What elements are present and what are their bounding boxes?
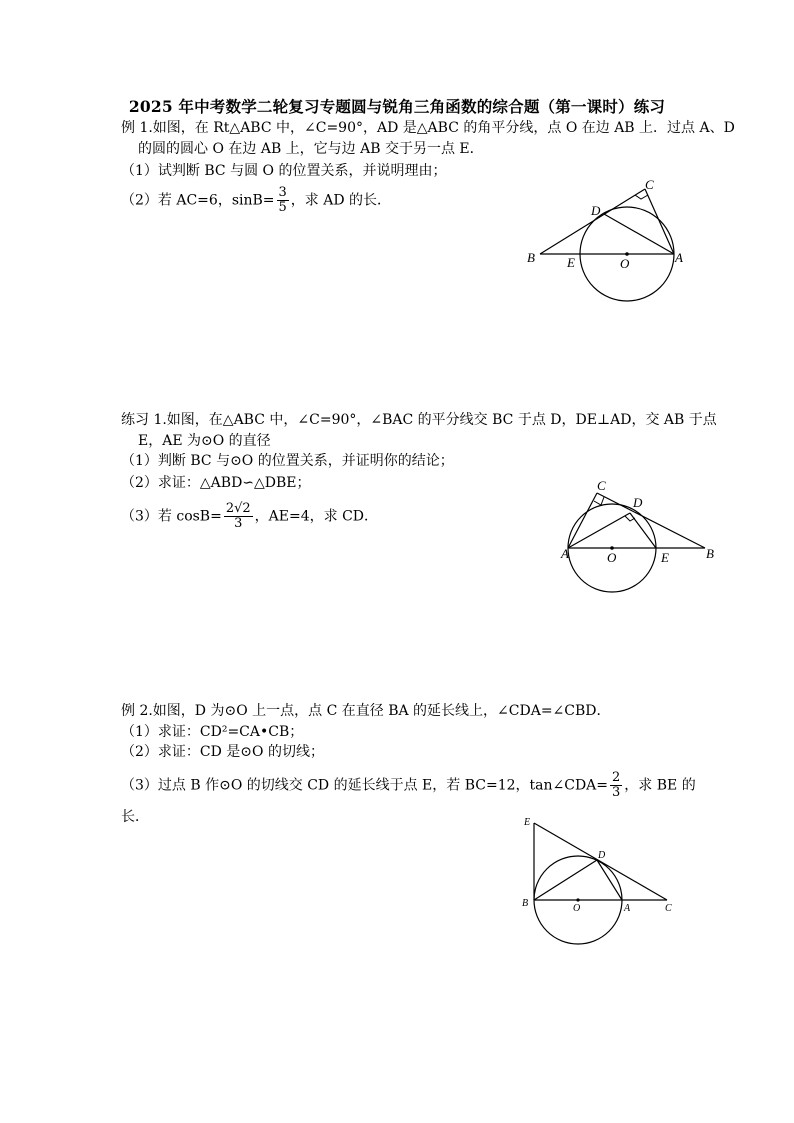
example2-question1: （1）求证：CD²=CA•CB；: [121, 724, 304, 740]
label-d: D: [633, 495, 643, 510]
label-d: D: [591, 203, 601, 218]
label-a: A: [675, 250, 683, 265]
label-e: E: [567, 255, 575, 270]
fraction-denominator: 5: [278, 200, 287, 215]
label-b: B: [527, 250, 535, 265]
example1-q2-text: （2）若 AC=6，sinB=: [121, 192, 275, 209]
center-dot: [576, 898, 579, 901]
segment-ca: [645, 189, 674, 254]
label-e: E: [661, 550, 669, 565]
example2-question3: [121, 771, 696, 800]
practice1-question1: （1）判断 BC 与⊙O 的位置关系，并证明你的结论；: [121, 453, 454, 469]
label-b: B: [522, 898, 529, 909]
fraction-denominator: 3: [234, 516, 243, 531]
label-c: C: [645, 177, 654, 192]
segment-bc: [540, 189, 645, 254]
fraction: [277, 186, 289, 215]
example2-line1: 例 2.如图，D 为⊙O 上一点，点 C 在直径 BA 的延长线上，∠CDA=∠CBD．: [121, 703, 611, 719]
fraction-numerator: 3: [278, 185, 287, 200]
fraction-numerator: 2: [612, 770, 621, 785]
page-title: 2025 年中考数学二轮复习专题圆与锐角三角函数的综合题（第一课时）练习: [128, 97, 666, 116]
segment-ec: [534, 823, 667, 900]
practice1-q3-text: （3）若 cosB=: [121, 508, 222, 525]
example1-q2-text-end: ，求 AD 的长．: [290, 192, 392, 209]
example1-line1: 例 1.如图，在 Rt△ABC 中，∠C=90°，AD 是△ABC 的角平分线，点 O 在边 AB 上．过点 A、D: [121, 120, 735, 136]
label-e: E: [524, 817, 531, 828]
label-c: C: [597, 478, 606, 493]
right-angle-mark-c: [594, 497, 604, 505]
label-a: A: [561, 546, 569, 561]
fraction-denominator: 3: [612, 785, 621, 800]
practice1-figure: [560, 478, 720, 594]
practice1-question3: [121, 502, 378, 531]
example2-q3-text: （3）过点 B 作⊙O 的切线交 CD 的延长线于点 E，若 BC=12，tan∠CDA=: [121, 777, 609, 794]
segment-da: [597, 860, 622, 900]
label-c: C: [665, 903, 672, 914]
fraction-numerator: 2√2: [225, 501, 251, 516]
example2-question2: （2）求证：CD 是⊙O 的切线；: [121, 744, 324, 760]
example1-line2: 的圆的圆心 O 在边 AB 上，它与边 AB 交于另一点 E．: [138, 141, 484, 157]
segment-bd: [534, 860, 597, 900]
right-angle-mark: [635, 195, 648, 199]
practice1-q3-text-end: ，AE=4，求 CD．: [254, 508, 379, 525]
label-o: O: [607, 550, 617, 565]
example2-question3-end: 长．: [121, 809, 149, 825]
label-a: A: [624, 903, 631, 914]
example1-question2: [121, 186, 391, 215]
practice1-line1: 练习 1.如图，在△ABC 中，∠C=90°，∠BAC 的平分线交 BC 于点 D，DE⊥AD，交 AB 于点: [121, 412, 717, 428]
label-d: D: [598, 850, 606, 861]
fraction: [224, 502, 253, 531]
practice1-line2: E，AE 为⊙O 的直径: [138, 433, 271, 449]
practice1-question2: （2）求证：△ABD∽△DBE；: [121, 475, 311, 491]
fraction: [610, 771, 622, 800]
example2-figure: [518, 812, 683, 948]
example1-question1: （1）试判断 BC 与圆 O 的位置关系，并说明理由；: [121, 163, 447, 179]
label-o: O: [573, 903, 581, 914]
label-b: B: [706, 546, 714, 561]
example1-figure: [520, 172, 700, 282]
segment-cb: [597, 493, 705, 548]
segment-da: [604, 214, 674, 254]
example2-q3-text-end: ，求 BE 的: [624, 777, 696, 794]
label-o: O: [620, 256, 630, 271]
